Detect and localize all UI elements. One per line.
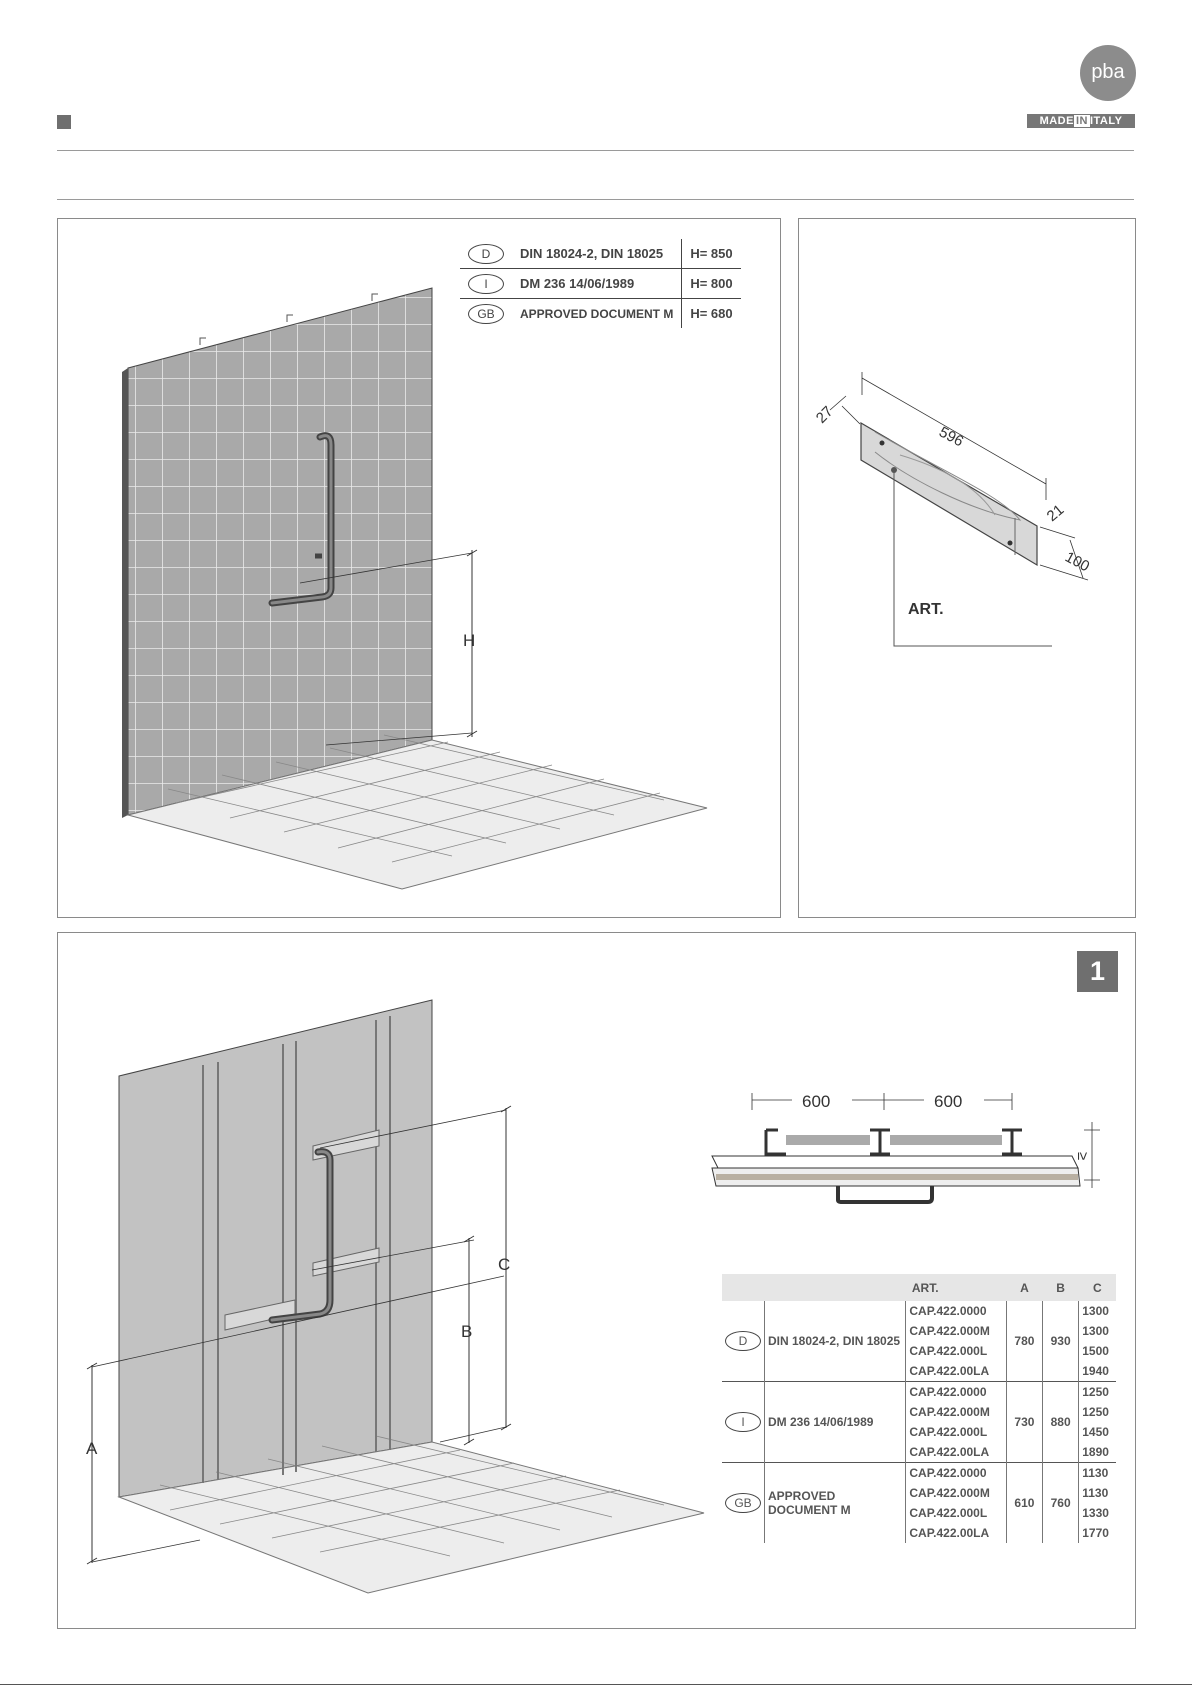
- value-b: 930: [1043, 1301, 1079, 1382]
- group-standard: DM 236 14/06/1989: [765, 1382, 906, 1463]
- country-badge-gb: GB: [725, 1493, 761, 1513]
- norm-height: H= 850: [682, 239, 741, 269]
- stud-spacing-left: 600: [802, 1092, 831, 1111]
- group-standard: DIN 18024-2, DIN 18025: [765, 1301, 906, 1382]
- board-width-label: 100: [1062, 548, 1093, 576]
- country-badge-i: I: [725, 1412, 761, 1432]
- art-code: CAP.422.0000: [906, 1382, 1006, 1403]
- value-c: 1300: [1082, 1304, 1109, 1318]
- art-code: CAP.422.000M: [906, 1402, 1006, 1422]
- art-code: CAP.422.00LA: [906, 1442, 1006, 1463]
- country-badge-d: D: [725, 1331, 761, 1351]
- art-code: CAP.422.00LA: [906, 1523, 1006, 1543]
- stud-spacing-right: 600: [934, 1092, 963, 1111]
- art-code: CAP.422.000M: [906, 1483, 1006, 1503]
- header-c: C: [1079, 1274, 1116, 1301]
- value-a: 610: [1006, 1463, 1042, 1544]
- group-i-row-1: [722, 1382, 1116, 1403]
- art-code: CAP.422.000L: [906, 1341, 1006, 1361]
- value-a: 730: [1006, 1382, 1042, 1463]
- header-b: B: [1043, 1274, 1079, 1301]
- dimension-b-label: B: [461, 1322, 473, 1341]
- board-panel: [798, 218, 1136, 918]
- value-c: 1250: [1079, 1382, 1116, 1403]
- group-standard: [765, 1463, 906, 1544]
- value-b: 880: [1043, 1382, 1079, 1463]
- italy-text: ITALY: [1089, 115, 1123, 127]
- step-number-badge: 1: [1077, 951, 1118, 992]
- spec-header-row: [722, 1274, 1116, 1301]
- standard-line-1: APPROVED: [768, 1489, 836, 1503]
- height-dimension-label: H: [463, 631, 476, 650]
- art-code: CAP.422.000L: [906, 1503, 1006, 1523]
- art-code: CAP.422.000M: [906, 1321, 1006, 1341]
- value-c: 1250: [1082, 1405, 1109, 1419]
- art-code: CAP.422.000L: [906, 1422, 1006, 1442]
- value-c: 1330: [1082, 1506, 1109, 1520]
- board-thickness-label: 21: [1043, 501, 1068, 526]
- made-text: MADE: [1039, 115, 1074, 127]
- in-text: IN: [1075, 115, 1088, 127]
- value-c: 1450: [1082, 1425, 1109, 1439]
- value-c: 1890: [1082, 1445, 1109, 1459]
- value-c: 1130: [1079, 1463, 1116, 1484]
- standard-line-2: DOCUMENT M: [768, 1503, 851, 1517]
- art-code: CAP.422.0000: [906, 1301, 1006, 1321]
- country-badge-gb: GB: [468, 304, 504, 324]
- value-c: 1300: [1082, 1324, 1109, 1338]
- norm-standard: APPROVED DOCUMENT M: [512, 299, 682, 329]
- board-depth-label: 27: [812, 403, 837, 427]
- norm-standard: DIN 18024-2, DIN 18025: [512, 239, 682, 269]
- norm-height: H= 680: [690, 306, 733, 321]
- logo-text: pba: [1091, 61, 1125, 83]
- thickness-symbol: ≥: [1074, 1152, 1091, 1161]
- dimension-c-label: C: [498, 1255, 511, 1274]
- header-art: ART.: [906, 1274, 1006, 1301]
- norm-standard: DM 236 14/06/1989: [512, 269, 682, 299]
- group-gb-row-1: [722, 1463, 1116, 1484]
- art-code: CAP.422.00LA: [906, 1361, 1006, 1382]
- value-c: 1500: [1082, 1344, 1109, 1358]
- board-length-label: 596: [936, 423, 967, 451]
- value-c: 1770: [1082, 1526, 1109, 1540]
- specification-table: [722, 1274, 1116, 1543]
- country-badge-d: D: [468, 244, 504, 264]
- dimension-a-label: A: [86, 1439, 98, 1458]
- group-d-row-1: [722, 1301, 1116, 1321]
- country-badge-i: I: [468, 274, 504, 294]
- value-c: 1940: [1082, 1364, 1109, 1378]
- value-b: 760: [1043, 1463, 1079, 1544]
- norm-height: H= 800: [682, 269, 741, 299]
- header-a: A: [1006, 1274, 1042, 1301]
- art-code: CAP.422.0000: [906, 1463, 1006, 1484]
- board-art-label: ART.: [908, 601, 944, 618]
- value-a: 780: [1006, 1301, 1042, 1382]
- value-c: 1130: [1082, 1486, 1109, 1500]
- tiled-wall-drawing: [122, 288, 707, 889]
